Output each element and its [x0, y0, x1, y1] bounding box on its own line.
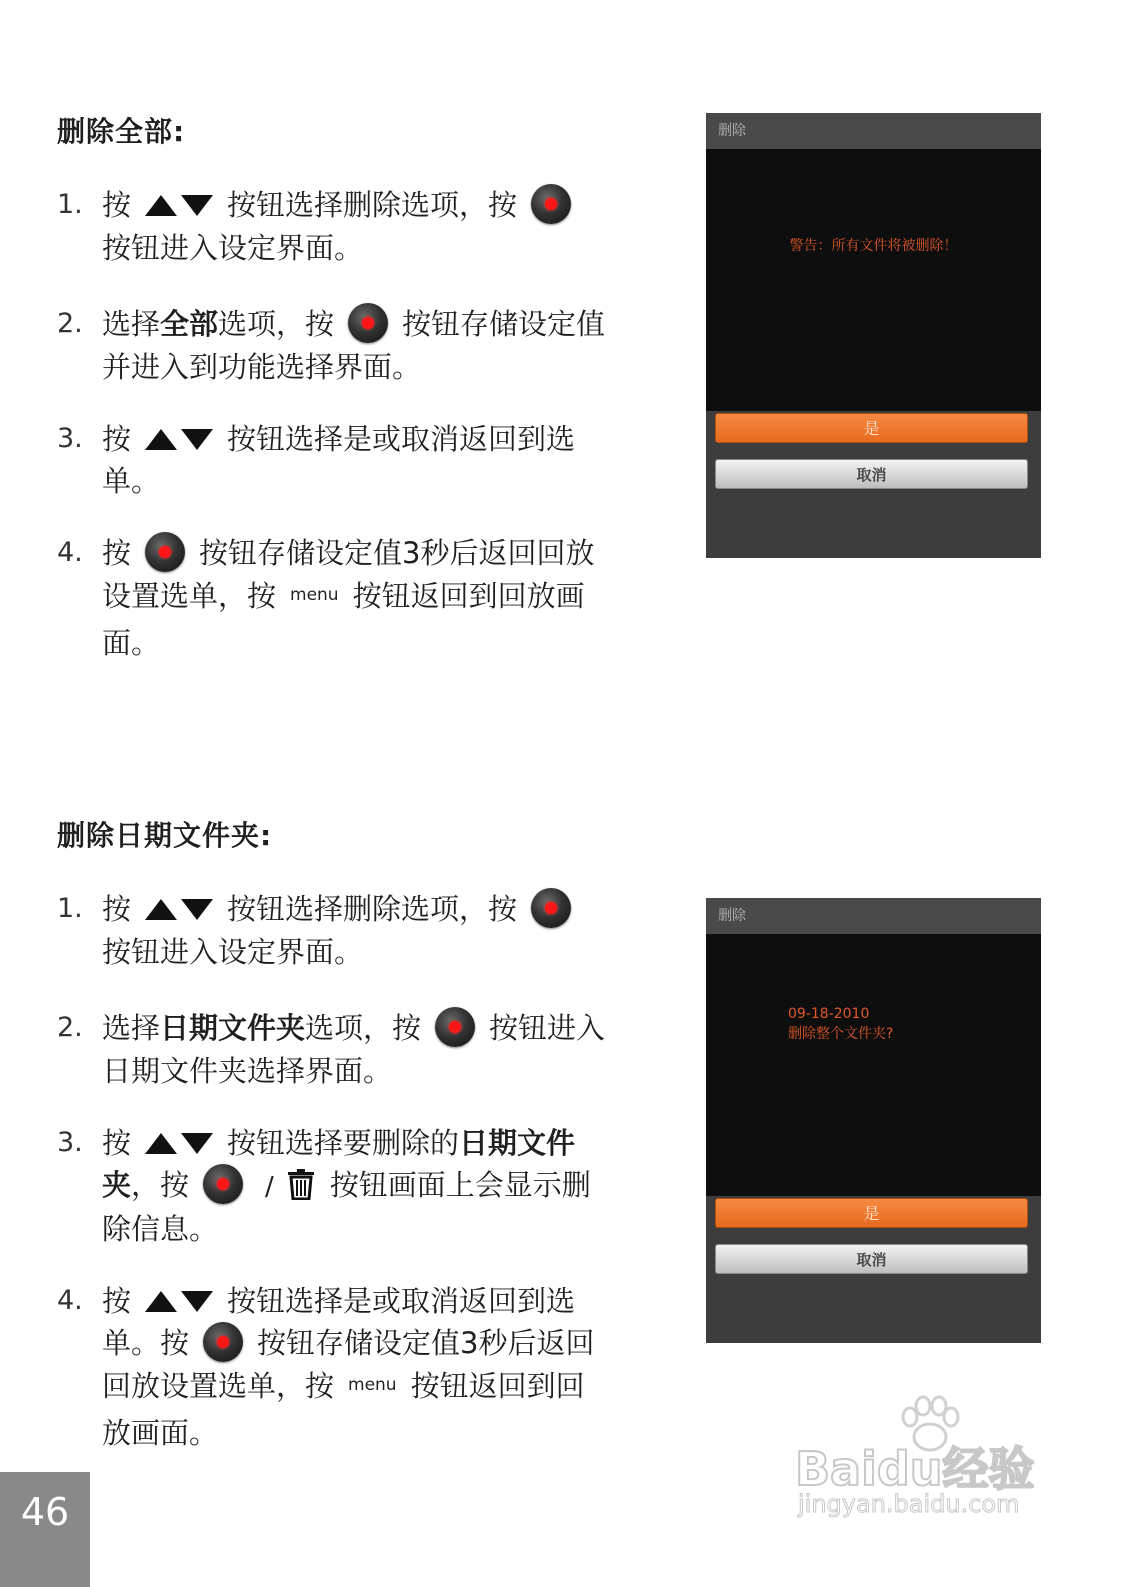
step-text: 设置选单，按: [102, 579, 277, 613]
screen-cancel-button: 取消: [715, 1244, 1028, 1274]
step-text: 按: [102, 1126, 132, 1160]
step-text: 选项，按: [218, 307, 335, 341]
step-text: 回放设置选单，按: [102, 1369, 335, 1403]
step-text: 除信息。: [102, 1212, 219, 1246]
step-text: 按钮返回到回: [410, 1369, 585, 1403]
ok-button-icon: [203, 1164, 243, 1204]
step-3: [57, 1122, 657, 1250]
step-number: 2.: [57, 1012, 83, 1043]
screen-confirm-text: 删除整个文件夹?: [788, 1026, 894, 1042]
page-number-box: [0, 1472, 90, 1587]
step-number: 4.: [57, 1285, 83, 1316]
screen-cancel-button: 取消: [715, 459, 1028, 489]
step-text: 按钮选择是或取消返回到选: [227, 422, 576, 456]
step-text: 按钮画面上会显示删: [329, 1168, 591, 1202]
step-1: [57, 888, 657, 973]
step-text-bold: 日期文件夹: [160, 1011, 306, 1045]
step-text: 按钮存储设定值: [402, 307, 606, 341]
up-down-arrows-icon: [145, 1289, 213, 1313]
steps-delete-all: [57, 184, 657, 664]
step-text: 按: [102, 1284, 132, 1318]
screen-header: 删除: [706, 113, 1041, 149]
up-down-arrows-icon: [145, 193, 213, 217]
step-text: 选择: [102, 1011, 161, 1045]
step-text: 按钮进入设定界面。: [102, 935, 364, 969]
step-4: [57, 1280, 657, 1454]
step-text: 按: [102, 536, 132, 570]
trash-icon: [286, 1168, 316, 1200]
slash-separator: /: [265, 1172, 274, 1202]
step-1: [57, 184, 657, 269]
watermark-brand: Baidu经验: [795, 1442, 1035, 1496]
step-text: 单。: [102, 464, 161, 498]
step-text: 按钮进入: [489, 1011, 606, 1045]
step-text: 按: [102, 188, 132, 222]
step-text: 按: [102, 422, 132, 456]
ok-button-icon: [531, 888, 571, 928]
screen-warning-message: 警告：所有文件将被删除！: [789, 238, 958, 254]
step-text: 选项，按: [305, 1011, 422, 1045]
step-number: 3.: [57, 423, 83, 454]
step-3: [57, 418, 657, 502]
step-text: 单。按: [102, 1326, 190, 1360]
screen-folder-message: [788, 1004, 893, 1044]
screen-yes-button: 是: [715, 1198, 1028, 1228]
step-text: 并进入到功能选择界面。: [102, 350, 422, 384]
step-text: 按钮返回到回放画: [352, 579, 585, 613]
step-text: 放画面。: [102, 1416, 219, 1450]
step-text: ，按: [131, 1168, 190, 1202]
step-4: [57, 532, 657, 664]
step-text: 按钮选择要删除的: [227, 1126, 460, 1160]
step-text: 日期文件夹选择界面。: [102, 1054, 393, 1088]
step-number: 3.: [57, 1127, 83, 1158]
page-number: 46: [20, 1490, 70, 1534]
ok-button-icon: [531, 184, 571, 224]
screen-yes-button: 是: [715, 413, 1028, 443]
steps-delete-date-folder: [57, 888, 657, 1454]
step-text-bold: 全部: [160, 307, 219, 341]
step-number: 2.: [57, 308, 83, 339]
step-text: 按钮选择删除选项，按: [227, 188, 518, 222]
step-text: 按钮进入设定界面。: [102, 231, 364, 265]
step-text-bold: 日期文件: [459, 1126, 576, 1160]
ok-button-icon: [435, 1007, 475, 1047]
screen-body: [706, 149, 1041, 411]
baidu-watermark: [790, 1395, 1060, 1535]
step-text: 面。: [102, 626, 161, 660]
up-down-arrows-icon: [145, 1131, 213, 1155]
step-number: 1.: [57, 893, 83, 924]
watermark-url: jingyan.baidu.com: [798, 1490, 1020, 1518]
step-text: 按钮选择删除选项，按: [227, 892, 518, 926]
section-title-delete-all: 删除全部:: [57, 115, 186, 148]
step-2: [57, 1007, 657, 1092]
camera-screen-delete-all: [706, 113, 1041, 558]
ok-button-icon: [203, 1322, 243, 1362]
screen-header: 删除: [706, 898, 1041, 934]
step-text-bold: 夹: [102, 1168, 132, 1202]
step-number: 4.: [57, 537, 83, 568]
ok-button-icon: [348, 303, 388, 343]
step-text: 按钮存储设定值3秒后返回回放: [199, 536, 595, 570]
screen-folder-date: 09-18-2010: [788, 1006, 870, 1022]
menu-button-label: menu: [290, 585, 339, 605]
menu-button-label: menu: [348, 1375, 397, 1395]
step-text: 按钮选择是或取消返回到选: [227, 1284, 576, 1318]
step-2: [57, 303, 657, 388]
up-down-arrows-icon: [145, 427, 213, 451]
step-number: 1.: [57, 189, 83, 220]
up-down-arrows-icon: [145, 897, 213, 921]
step-text: 按钮存储设定值3秒后返回: [257, 1326, 595, 1360]
step-text: 选择: [102, 307, 161, 341]
screen-body: [706, 934, 1041, 1196]
section-title-delete-date-folder: 删除日期文件夹:: [57, 819, 273, 852]
step-text: 按: [102, 892, 132, 926]
camera-screen-delete-folder: [706, 898, 1041, 1343]
ok-button-icon: [145, 532, 185, 572]
